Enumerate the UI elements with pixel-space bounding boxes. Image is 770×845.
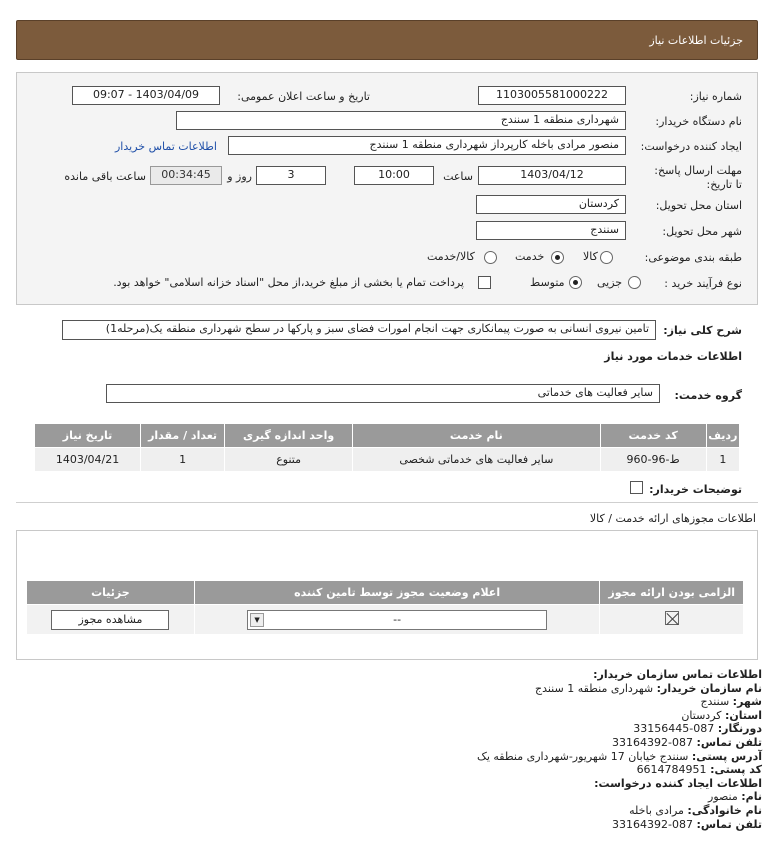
announce-label: تاریخ و ساعت اعلان عمومی: — [237, 90, 370, 103]
table-row — [27, 605, 744, 635]
description-field: تامین نیروی انسانی به صورت پیمانکاری جهت انجام امورات فضای سبز و پارکها در سطح شهرداری منطقه یک(مرحله1) — [62, 320, 656, 340]
need-number-field: 1103005581000222 — [478, 86, 626, 105]
service-group-label: گروه خدمت: — [674, 389, 742, 402]
contact-postal-label: کد پستی: — [710, 763, 762, 777]
contact-org-value: شهرداری منطقه 1 سنندج — [534, 681, 654, 695]
description-label: شرح کلی نیاز: — [663, 324, 742, 337]
licenses-title: اطلاعات مجوزهای ارائه خدمت / کالا — [589, 512, 756, 525]
announce-date-field: 1403/04/09 - 09:07 — [72, 86, 220, 105]
services-table — [34, 423, 740, 472]
creator-label: ایجاد کننده درخواست: — [640, 140, 742, 153]
creator-info-title: اطلاعات ایجاد کننده درخواست: — [594, 776, 762, 790]
license-details-cell — [27, 605, 195, 635]
category-radio-goods[interactable] — [600, 251, 613, 264]
col-license-required: الزامی بودن ارائه مجوز — [600, 581, 744, 605]
buyer-notes-label: توضیحات خریدار: — [649, 483, 742, 496]
contact-city-row — [22, 695, 762, 709]
contact-postal-value: 6614784951 — [636, 763, 707, 777]
province-field: کردستان — [476, 195, 626, 214]
chevron-down-icon: ▼ — [250, 613, 264, 627]
creator-last-name-row — [22, 804, 762, 818]
contact-org-row — [22, 682, 762, 696]
category-option-service: خدمت — [515, 250, 545, 263]
service-group-field: سایر فعالیت های خدماتی — [106, 384, 660, 403]
contact-phone-label: تلفن تماس: — [696, 735, 762, 749]
contact-city-value: سنندج — [700, 695, 730, 709]
days-field: 3 — [256, 166, 326, 185]
contact-address-label: آدرس پستی: — [691, 749, 762, 763]
license-status-cell — [194, 605, 600, 635]
remaining-label: ساعت باقی مانده — [64, 170, 146, 183]
contact-info — [22, 668, 762, 831]
view-license-button[interactable]: مشاهده مجوز — [51, 610, 169, 630]
cell-service-name: سایر فعالیت های خدماتی شخصی — [353, 448, 600, 472]
need-details-panel — [16, 72, 758, 305]
creator-first-name-row — [22, 790, 762, 804]
col-service-name: نام خدمت — [353, 424, 600, 448]
process-option-medium: متوسط — [530, 276, 565, 289]
col-license-status: اعلام وضعیت مجوز توسط تامین کننده — [194, 581, 600, 605]
creator-phone-row — [22, 818, 762, 832]
buyer-contact-link[interactable]: اطلاعات تماس خریدار — [115, 140, 217, 153]
services-section-title: اطلاعات خدمات مورد نیاز — [604, 350, 742, 363]
col-unit: واحد اندازه گیری — [225, 424, 353, 448]
license-status-value: -- — [393, 612, 402, 626]
process-option-minor: جزیی — [597, 276, 623, 289]
contact-postal-row — [22, 763, 762, 777]
table-row — [35, 448, 740, 472]
deadline-time-label: ساعت — [443, 170, 473, 183]
divider — [16, 502, 758, 503]
contact-title: اطلاعات تماس سازمان خریدار: — [593, 668, 762, 681]
close-icon — [665, 611, 679, 625]
treasury-payment-checkbox[interactable] — [478, 276, 491, 289]
need-number-label: شماره نیاز: — [689, 90, 742, 103]
services-table-header — [35, 424, 740, 448]
category-label: طبقه بندی موضوعی: — [644, 251, 742, 264]
licenses-table — [26, 580, 744, 635]
creator-last-name-label: نام خانوادگی: — [687, 803, 762, 817]
buyer-field: شهرداری منطقه 1 سنندج — [176, 111, 626, 130]
creator-phone-label: تلفن تماس: — [696, 817, 762, 831]
contact-city-label: شهر: — [732, 695, 762, 709]
creator-first-name-value: منصور — [708, 790, 738, 804]
creator-field: منصور مرادی باخله کارپرداز شهرداری منطقه 1 سنندج — [228, 136, 626, 155]
city-field: سنندج — [476, 221, 626, 240]
category-radio-goods-service[interactable] — [484, 251, 497, 264]
category-option-goods-service: کالا/خدمت — [427, 250, 475, 263]
col-license-details: جزئیات — [27, 581, 195, 605]
col-need-date: تاریخ نیاز — [35, 424, 141, 448]
contact-fax-value: 087-33156445 — [633, 722, 715, 736]
cell-service-code: ط-96-960 — [600, 448, 706, 472]
cell-quantity: 1 — [141, 448, 225, 472]
remaining-time-field: 00:34:45 — [150, 166, 222, 185]
category-radio-service[interactable] — [551, 251, 564, 264]
licenses-table-header — [27, 581, 744, 605]
contact-fax-row — [22, 722, 762, 736]
creator-first-name-label: نام: — [741, 790, 762, 804]
deadline-time-field: 10:00 — [354, 166, 434, 185]
contact-org-label: نام سازمان خریدار: — [656, 681, 762, 695]
creator-last-name-value: مرادی باخله — [629, 803, 684, 817]
process-radio-medium[interactable] — [569, 276, 582, 289]
deadline-date-field: 1403/04/12 — [478, 166, 626, 185]
treasury-payment-note: پرداخت تمام یا بخشی از مبلغ خرید،از محل "اسناد خزانه اسلامی" خواهد بود. — [113, 276, 464, 289]
contact-province-label: استان: — [725, 708, 762, 722]
cell-row-number: 1 — [706, 448, 739, 472]
creator-phone-value: 087-33164392 — [612, 817, 694, 831]
col-quantity: تعداد / مقدار — [141, 424, 225, 448]
days-label: روز و — [227, 170, 252, 183]
contact-province-row — [22, 709, 762, 723]
contact-phone-row — [22, 736, 762, 750]
contact-fax-label: دورنگار: — [717, 722, 762, 736]
deadline-label: مهلت ارسال پاسخ: تا تاریخ: — [654, 164, 742, 191]
category-option-goods: کالا — [583, 250, 598, 263]
contact-address-value: سنندج خیابان 17 شهریور-شهرداری منطقه یک — [476, 749, 689, 763]
buyer-label: نام دستگاه خریدار: — [655, 115, 742, 128]
license-status-select[interactable] — [247, 610, 547, 630]
page-header — [16, 20, 758, 60]
buyer-notes-checkbox[interactable] — [630, 481, 643, 494]
col-row-number: ردیف — [706, 424, 739, 448]
license-required-cell — [600, 605, 744, 635]
cell-need-date: 1403/04/21 — [35, 448, 141, 472]
contact-phone-value: 087-33164392 — [612, 735, 694, 749]
contact-province-value: کردستان — [681, 708, 722, 722]
process-radio-minor[interactable] — [628, 276, 641, 289]
process-label: نوع فرآیند خرید : — [664, 277, 742, 290]
page-title: جزئیات اطلاعات نیاز — [649, 34, 743, 47]
col-service-code: کد خدمت — [600, 424, 706, 448]
cell-unit: متنوع — [225, 448, 353, 472]
province-label: استان محل تحویل: — [655, 199, 742, 212]
contact-address-row — [22, 750, 762, 764]
city-label: شهر محل تحویل: — [662, 225, 742, 238]
